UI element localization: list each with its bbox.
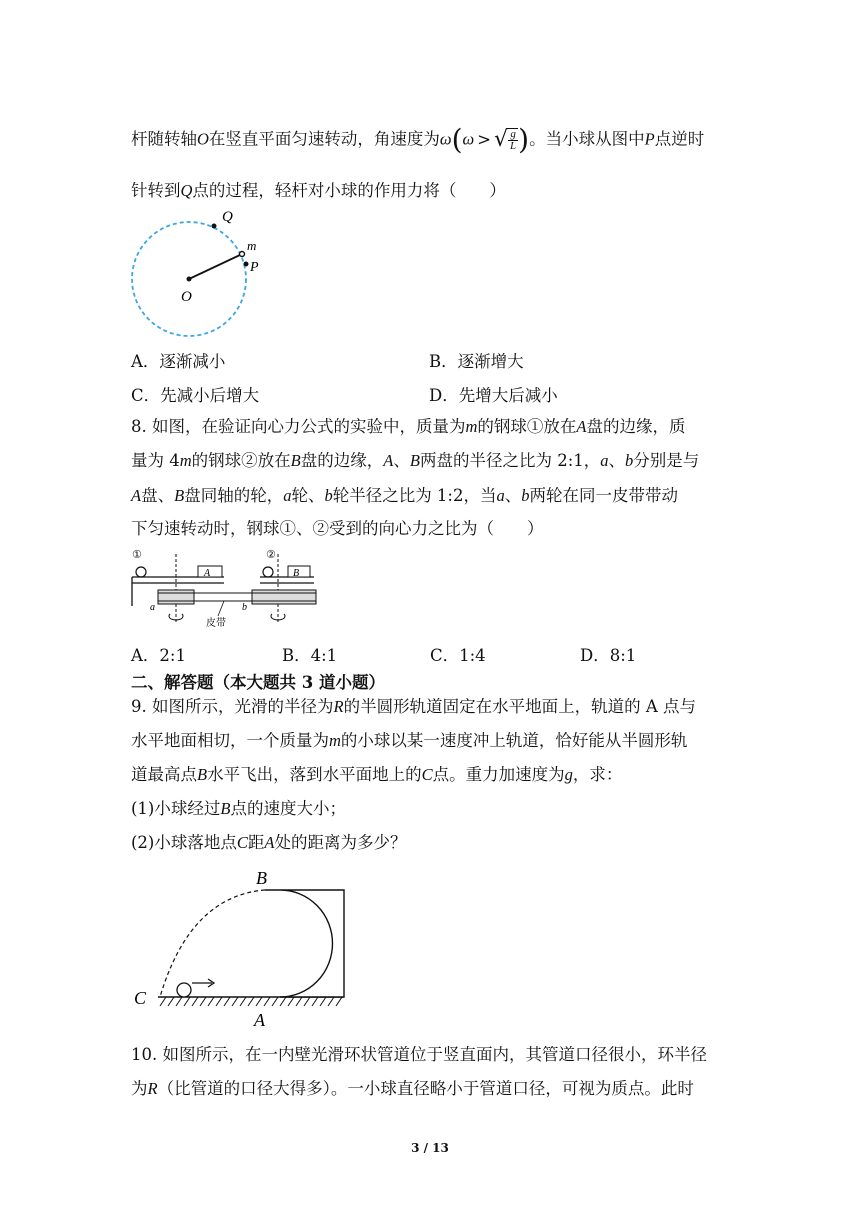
wheel-a <box>158 590 194 604</box>
q9-line-1: 9. 如图所示，光滑的半径为R的半圆形轨道固定在水平地面上，轨道的 A 点与 <box>131 697 696 716</box>
label-P: P <box>250 260 259 275</box>
q7-option-c[interactable]: C．先减小后增大 <box>131 386 260 405</box>
q7-line-2: 针转到Q点的过程，轻杆对小球的作用力将（ ） <box>131 181 506 200</box>
q7-paren-close: ) <box>518 123 530 156</box>
q7-line-1: 杆随转轴O在竖直平面匀速转动，角速度为ω(ω > √ $\frac{g}{L}$ )。当小球从图中P点逆时 <box>131 123 705 156</box>
q7-paren-open: ( <box>451 123 463 156</box>
q8-option-d[interactable]: D．8:1 <box>580 646 637 665</box>
q8-line-4: 下匀速转动时，钢球①、②受到的向心力之比为（ ） <box>131 519 544 538</box>
trajectory <box>160 890 265 997</box>
q7-circle-figure <box>125 205 275 340</box>
q8-option-b[interactable]: B．4:1 <box>282 646 338 665</box>
label-wheel-a: a <box>150 602 155 613</box>
ball-1 <box>136 567 146 577</box>
page-number: 3 / 13 <box>411 1141 449 1155</box>
sqrt-sign: √ <box>494 127 509 152</box>
q8-line-3: A盘、B盘同轴的轮，a轮、b轮半径之比为 1:2，当a、b两轮在同一皮带带动 <box>131 486 678 505</box>
label-plate-B: B <box>293 568 300 579</box>
q7-option-b[interactable]: B．逐渐增大 <box>429 352 524 371</box>
belt-pointer <box>218 601 224 616</box>
q9-part-1: (1)小球经过B点的速度大小； <box>131 799 346 818</box>
label-A: A <box>254 1010 265 1030</box>
ball-2 <box>263 567 273 577</box>
label-wheel-b: b <box>242 602 247 613</box>
q8-line-2: 量为 4m的钢球②放在B盘的边缘，A、B两盘的半径之比为 2:1，a、b分别是与 <box>131 451 700 470</box>
ground-hatch <box>160 997 342 1006</box>
label-ball-2: ② <box>266 548 276 561</box>
ball-m <box>240 252 245 257</box>
q7-var-O: O <box>197 129 209 149</box>
point-Q <box>212 224 217 229</box>
label-plate-A: A <box>204 568 211 579</box>
q8-option-c[interactable]: C．1:4 <box>430 646 486 665</box>
label-ball-1: ① <box>132 548 142 561</box>
point-P <box>244 262 249 267</box>
q7-option-d[interactable]: D．先增大后减小 <box>429 386 558 405</box>
q9-line-2: 水平地面相切，一个质量为m的小球以某一速度冲上轨道，恰好能从半圆形轨 <box>131 731 688 750</box>
q7-omega: ω <box>439 129 452 149</box>
label-C: C <box>134 988 147 1008</box>
q10-line-1: 10. 如图所示，在一内壁光滑环状管道位于竖直面内，其管道口径很小，环半径 <box>131 1045 707 1064</box>
label-B: B <box>256 868 267 888</box>
q9-track-figure <box>130 866 350 1032</box>
label-O: O <box>181 289 192 305</box>
pivot-O <box>187 277 192 282</box>
q9-part-2: (2)小球落地点C距A处的距离为多少？ <box>131 833 407 852</box>
ball <box>177 983 191 997</box>
q8-option-a[interactable]: A．2:1 <box>131 646 186 665</box>
label-m: m <box>247 238 257 253</box>
q7-option-a[interactable]: A．逐渐减小 <box>131 352 226 371</box>
q10-line-2: 为R（比管道的口径大得多）。一小球直径略小于管道口径，可视为质点。此时 <box>131 1079 694 1098</box>
q7-fraction: $\frac{g}{L}$ <box>510 128 517 152</box>
q8-apparatus-figure <box>128 546 328 634</box>
q9-line-3: 道最高点B水平飞出，落到水平面地上的C点。重力加速度为g，求： <box>131 765 623 784</box>
q8-line-1: 8. 如图，在验证向心力公式的实验中，质量为m的钢球①放在A盘的边缘，质 <box>131 417 686 436</box>
rod <box>189 254 242 279</box>
section-heading: 二、解答题（本大题共 3 道小题） <box>131 673 385 692</box>
semicircle-track <box>265 890 344 997</box>
wheel-b <box>252 590 316 604</box>
label-belt: 皮带 <box>206 618 226 629</box>
label-Q: Q <box>222 209 233 225</box>
